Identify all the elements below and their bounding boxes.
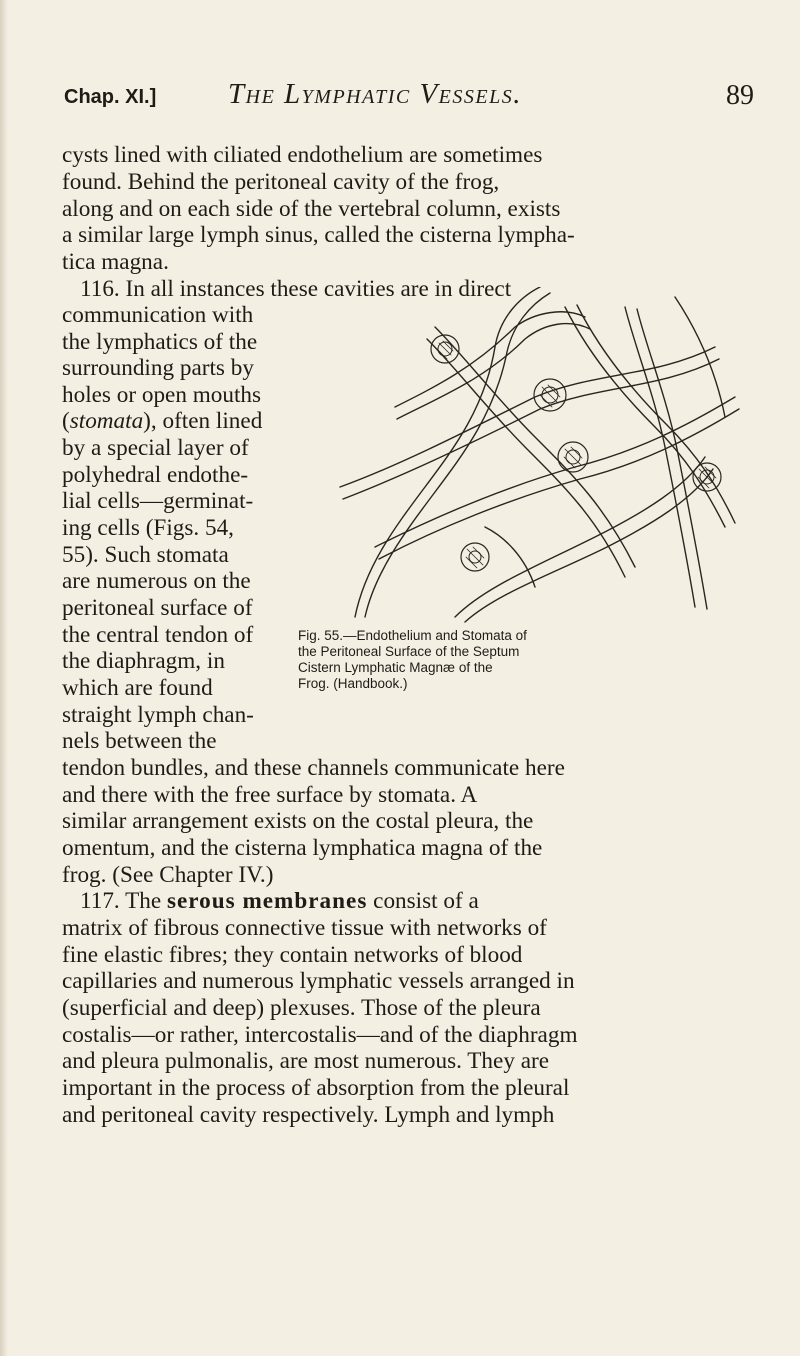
- text-line: and pleura pulmonalis, are most numerous. They are: [62, 1048, 550, 1074]
- text-line: along and on each side of the vertebral column, exists: [62, 196, 561, 222]
- text-fragment: consist of a: [367, 888, 479, 914]
- italic-term-stomata: stomata: [69, 408, 144, 434]
- text-line: omentum, and the cisterna lymphatica magna of the: [62, 835, 543, 861]
- figure-caption: [298, 628, 760, 692]
- text-fragment: ), often lined: [143, 408, 263, 434]
- text-line: ing cells (Figs. 54,: [62, 515, 234, 541]
- text-line: are numerous on the: [62, 568, 251, 594]
- chapter-label: Chap. XI.]: [64, 86, 157, 108]
- caption-line: the Peritoneal Surface of the Septum: [298, 644, 520, 659]
- paragraph-116-start: 116. In all instances these cavities are in direct: [80, 276, 512, 302]
- text-line: by a special layer of: [62, 435, 249, 461]
- running-title: The Lymphatic Vessels.: [228, 78, 522, 110]
- caption-line: Fig. 55.—Endothelium and Stomata of: [298, 628, 527, 643]
- text-line: important in the process of absorption from the pleural: [62, 1075, 570, 1101]
- text-line: frog. (See Chapter IV.): [62, 862, 274, 888]
- text-line: 55). Such stomata: [62, 542, 229, 568]
- text-line: (stomata), often lined: [62, 408, 263, 434]
- wrapped-text-block: communication with the lymphatics of the surrounding parts by holes or open mouths: [62, 302, 262, 408]
- bold-term-serous-membranes: serous membranes: [166, 888, 368, 914]
- caption-line: Cistern Lymphatic Magnæ of the: [298, 660, 493, 675]
- text-line: peritoneal surface of: [62, 595, 253, 621]
- page-number: 89: [726, 80, 754, 111]
- text-line: the central tendon of: [62, 622, 254, 648]
- page-edge-shadow: [0, 0, 8, 1356]
- text-line: tica magna.: [62, 249, 169, 275]
- paragraph-117-start: [80, 888, 479, 915]
- text-line: matrix of fibrous connective tissue with networks of: [62, 915, 547, 941]
- text-line: nels between the: [62, 728, 217, 754]
- running-header: [64, 76, 754, 112]
- text-line: and there with the free surface by stomata. A: [62, 782, 478, 808]
- text-line: (superficial and deep) plexuses. Those of the pleura: [62, 995, 541, 1021]
- text-line: the diaphragm, in: [62, 648, 225, 674]
- text-line: which are found: [62, 675, 213, 701]
- text-line: a similar large lymph sinus, called the cisterna lympha-: [62, 222, 575, 248]
- text-line: cysts lined with ciliated endothelium are sometimes: [62, 142, 543, 168]
- text-line: straight lymph chan-: [62, 702, 254, 728]
- caption-line: Frog. (Handbook.): [298, 676, 408, 691]
- text-line: capillaries and numerous lymphatic vessels arranged in: [62, 968, 575, 994]
- figure-55-illustration: [335, 287, 755, 627]
- text-line: polyhedral endothe-: [62, 462, 249, 488]
- text-line: tendon bundles, and these channels communicate here: [62, 755, 565, 781]
- text-line: lial cells—germinat-: [62, 488, 254, 514]
- text-line: found. Behind the peritoneal cavity of the frog,: [62, 169, 500, 195]
- text-line: costalis—or rather, intercostalis—and of the diaphragm: [62, 1022, 578, 1048]
- text-line: fine elastic fibres; they contain networks of blood: [62, 942, 523, 968]
- text-line: similar arrangement exists on the costal pleura, the: [62, 808, 534, 834]
- text-line: and peritoneal cavity respectively. Lymph and lymph: [62, 1102, 555, 1128]
- paragraph-number: 117. The: [80, 888, 162, 914]
